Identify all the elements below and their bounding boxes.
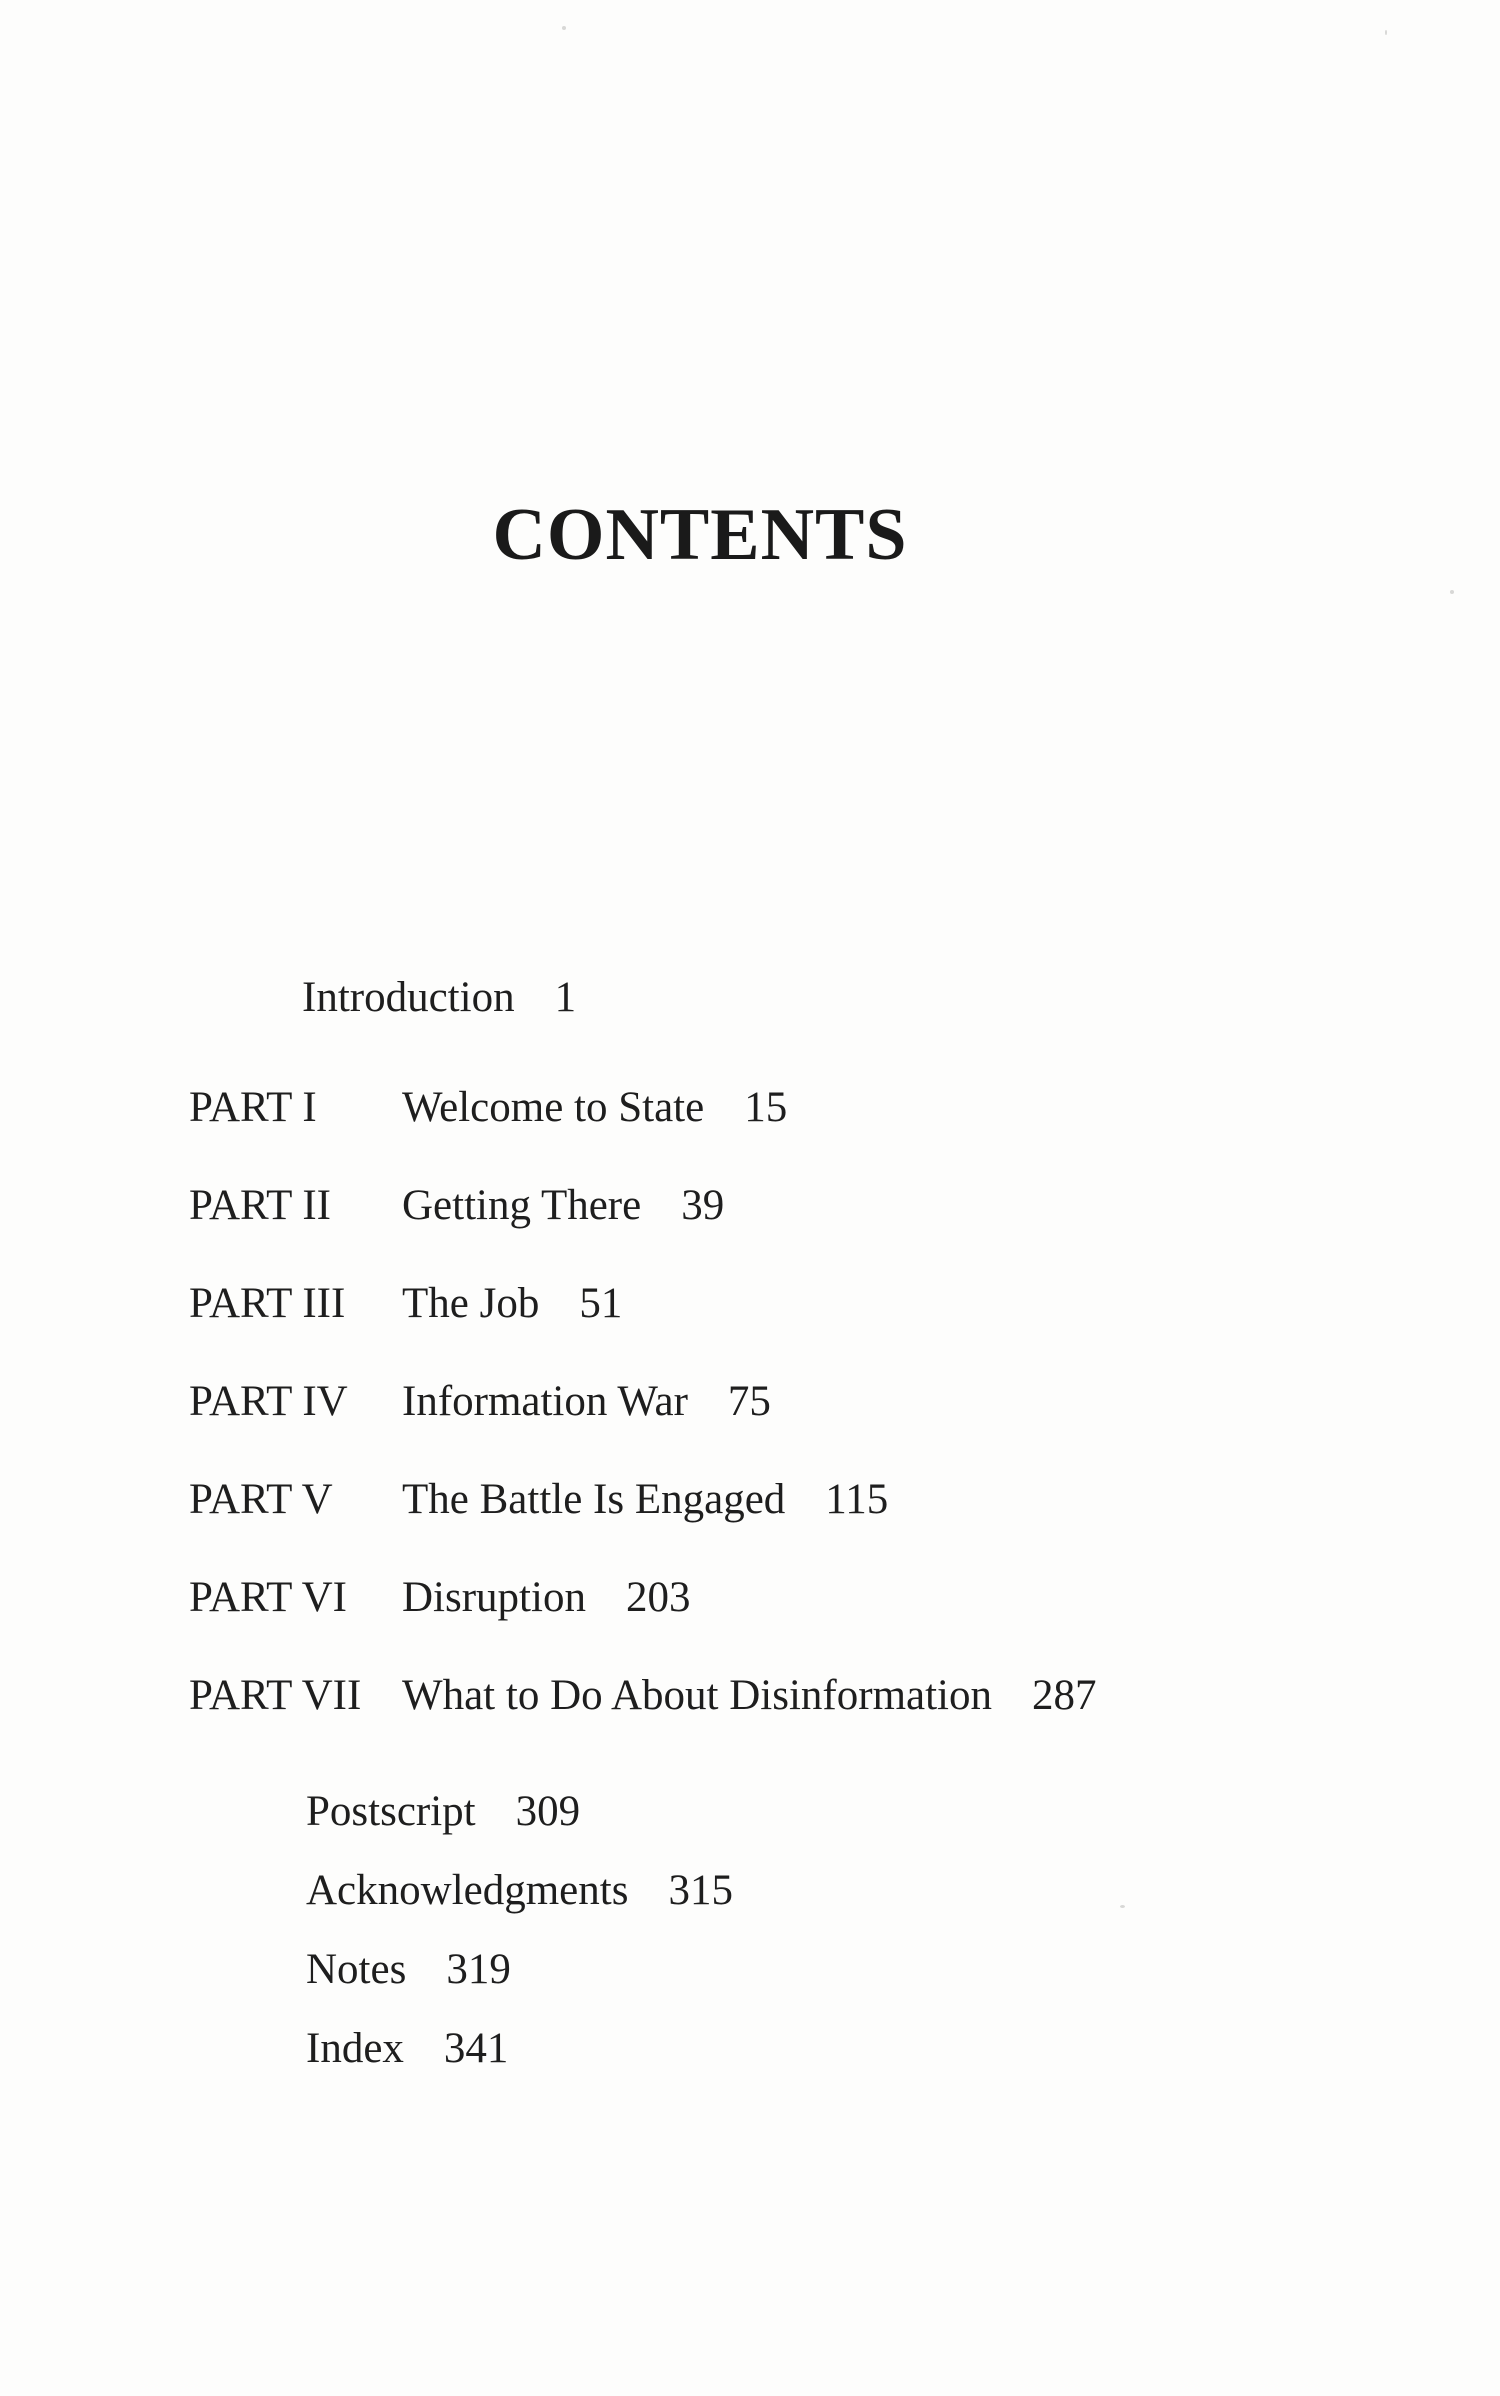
back-matter-entry[interactable] [306, 2027, 508, 2070]
entry-title: Postscript [306, 1788, 476, 1835]
part-label: PART IV [189, 1378, 348, 1425]
part-title: Disruption 203 [402, 1574, 691, 1621]
part-title: Getting There 39 [402, 1182, 725, 1229]
introduction-entry[interactable] [302, 976, 576, 1019]
entry-page: 309 [515, 1788, 581, 1835]
back-matter-entry[interactable] [306, 1869, 733, 1912]
entry-page: 1 [554, 974, 577, 1021]
part-label: PART I [189, 1084, 317, 1131]
part-label: PART II [189, 1182, 331, 1229]
entry-title: Notes [306, 1946, 407, 1993]
entry-page: 341 [443, 2025, 509, 2072]
part-page: 39 [681, 1182, 725, 1229]
part-label: PART V [189, 1476, 333, 1523]
part-page: 15 [744, 1084, 788, 1131]
entry-page: 315 [668, 1867, 733, 1914]
part-title: Welcome to State 15 [402, 1084, 788, 1131]
entry-title: Index [306, 2025, 404, 2072]
part-label: PART VII [189, 1672, 362, 1719]
part-title: The Job 51 [402, 1280, 623, 1327]
part-title: What to Do About Disinformation 287 [402, 1672, 1097, 1719]
entry-page: 319 [446, 1946, 511, 1993]
part-page: 287 [1032, 1672, 1097, 1719]
entry-title: Acknowledgments [306, 1867, 629, 1914]
page-title: CONTENTS [492, 493, 908, 576]
part-page: 115 [825, 1476, 889, 1523]
part-title: The Battle Is Engaged 115 [402, 1476, 889, 1523]
back-matter-entry[interactable] [306, 1948, 511, 1991]
back-matter-entry[interactable] [306, 1790, 580, 1833]
entry-title: Introduction [302, 974, 515, 1021]
part-page: 75 [727, 1378, 771, 1425]
part-title: Information War 75 [402, 1378, 771, 1425]
part-label: PART III [189, 1280, 346, 1327]
part-page: 51 [579, 1280, 623, 1327]
part-page: 203 [625, 1574, 691, 1621]
part-label: PART VI [189, 1574, 347, 1621]
